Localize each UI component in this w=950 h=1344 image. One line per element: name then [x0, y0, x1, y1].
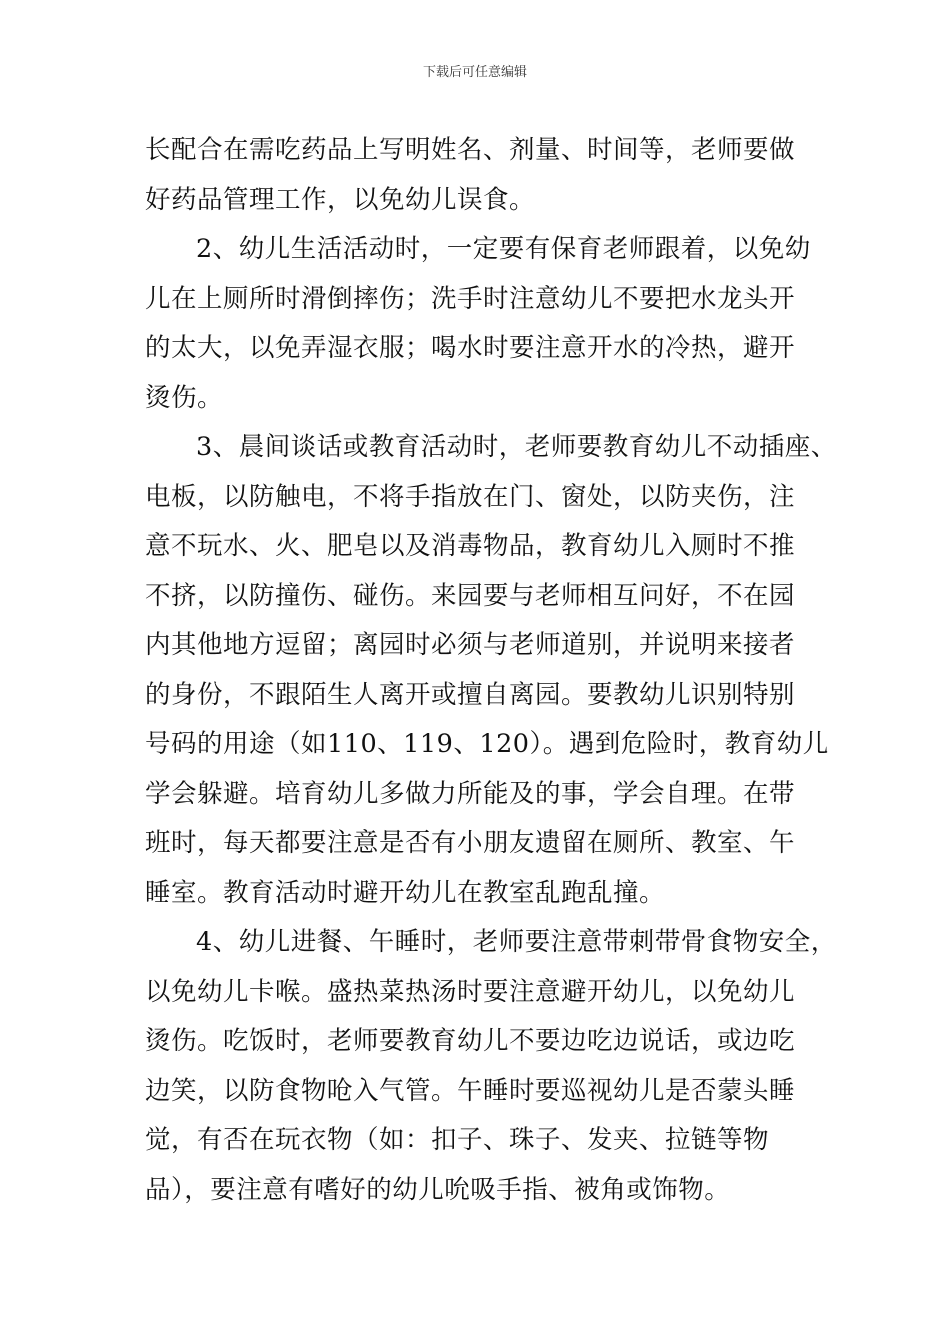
- text-line: 烫伤。: [145, 382, 224, 413]
- paragraph-start-line: 4、幼儿进餐、午睡时，老师要注意带刺带骨食物安全，: [196, 927, 837, 957]
- text-line: 睡室。教育活动时避开幼儿在教室乱跑乱撞。: [145, 877, 666, 908]
- text-line: 的身份，不跟陌生人离开或擅自离园。要教幼儿识别特别: [145, 679, 796, 710]
- text-line: 烫伤。吃饭时，老师要教育幼儿不要边吃边说话，或边吃: [145, 1026, 796, 1056]
- text-line: 品），要注意有嗜好的幼儿吮吸手指、被角或饰物。: [145, 1174, 731, 1205]
- text-line: 意不玩水、火、肥皂以及消毒物品，教育幼儿入厕时不推: [145, 531, 796, 561]
- paragraph-start-line: 2、幼儿生活活动时，一定要有保育老师跟着，以免幼: [196, 234, 811, 264]
- text-line: 班时，每天都要注意是否有小朋友遗留在厕所、教室、午: [145, 828, 796, 858]
- page-header: 下载后可任意编辑: [422, 65, 527, 80]
- document-body: [145, 126, 835, 1215]
- text-line: 的太大，以免弄湿衣服；喝水时要注意开水的冷热，避开: [145, 333, 796, 363]
- text-line: 觉，有否在玩衣物（如：扣子、珠子、发夹、拉链等物: [145, 1125, 770, 1155]
- text-line: 不挤，以防撞伤、碰伤。来园要与老师相互问好，不在园: [145, 580, 796, 611]
- paragraph-start-line: 3、晨间谈话或教育活动时，老师要教育幼儿不动插座、: [196, 432, 837, 462]
- text-line: 电板，以防触电，不将手指放在门、窗处，以防夹伤，注: [145, 481, 796, 512]
- text-line: 以免幼儿卡喉。盛热菜热汤时要注意避开幼儿，以免幼儿: [145, 976, 796, 1007]
- text-line: 边笑，以防食物呛入气管。午睡时要巡视幼儿是否蒙头睡: [145, 1075, 796, 1106]
- text-line: 内其他地方逗留；离园时必须与老师道别，并说明来接者: [145, 630, 796, 660]
- text-line: 长配合在需吃药品上写明姓名、剂量、时间等，老师要做: [145, 135, 796, 165]
- text-line: 儿在上厕所时滑倒摔伤；洗手时注意幼儿不要把水龙头开: [145, 283, 796, 314]
- text-line: 号码的用途（如110、119、120）。遇到危险时，教育幼儿: [145, 729, 829, 759]
- text-line: 好药品管理工作，以免幼儿误食。: [145, 184, 536, 215]
- text-line: 学会躲避。培育幼儿多做力所能及的事，学会自理。在带: [145, 778, 796, 809]
